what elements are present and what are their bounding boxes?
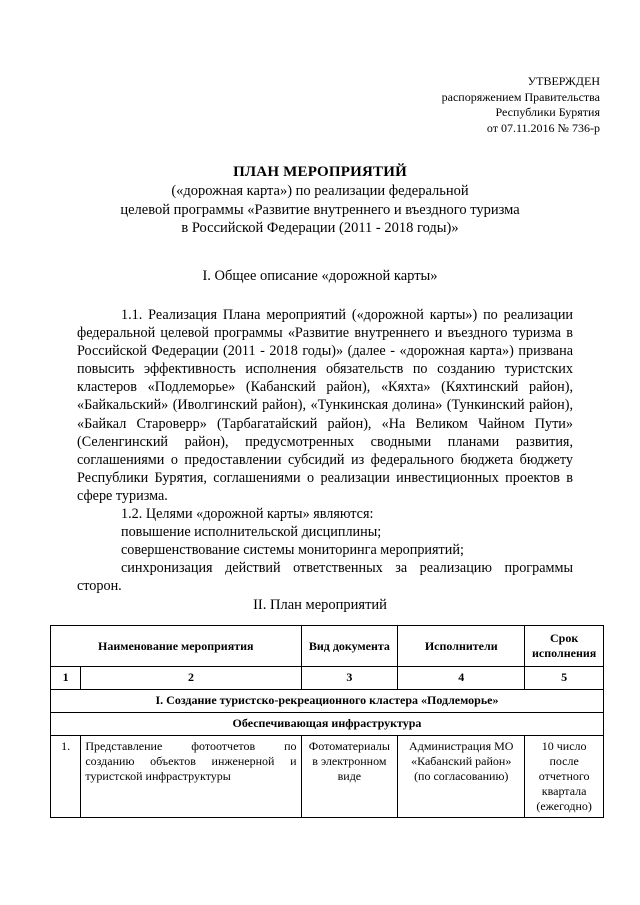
goal-item-3: синхронизация действий ответственных за реализацию программы сторон.: [77, 560, 573, 595]
title-line-1: («дорожная карта») по реализации федеральной: [171, 183, 469, 199]
document-title-block: [60, 162, 580, 238]
col-number-1: 1: [51, 667, 81, 690]
header-deadline: Срок исполнения: [525, 626, 604, 667]
table-header-row: [51, 626, 604, 667]
cluster-heading: I. Создание туристско-рекреационного кластера «Подлеморье»: [51, 690, 604, 713]
col-number-4: 4: [398, 667, 525, 690]
paragraph-1-1: 1.1. Реализация Плана мероприятий («дорожной карты») по реализации федеральной целевой программы «Развитие внутреннего и въездного туризма в Российской Федерации (2011 - 2018 годы)» (далее - «дорожная карта») призвана повысить эффективность исполнения обязательств по созданию туристских кластеров «Подлеморье» (Кабанский район), «Кяхта» (Кяхтинский район), «Байкальский» (Иволгинский район), «Тункинская долина» (Тункинский район), «Байкал Староверр» (Тарбагатайский район), «На Великом Чайном Пути» (Селенгинский район), предусмотренных сводными планами развития, соглашениями о предоставлении субсидий из федерального бюджета бюджету Республики Бурятия, соглашениями о реализации инвестиционных проектов в сфере туризма.: [77, 307, 573, 504]
plan-table: [50, 625, 604, 818]
header-executors: Исполнители: [398, 626, 525, 667]
goal-item-1: повышение исполнительской дисциплины;: [121, 524, 382, 541]
row-executors: Администрация МО «Кабанский район» (по согласованию): [398, 736, 525, 818]
paragraph-1-2: 1.2. Целями «дорожной карты» являются:: [121, 506, 374, 523]
goal-item-2: совершенствование системы мониторинга мероприятий;: [121, 542, 464, 559]
table-row: [51, 736, 604, 818]
section-1-body: [77, 306, 573, 596]
table-number-row: [51, 667, 604, 690]
header-name: Наименование мероприятия: [51, 626, 302, 667]
header-document: Вид документа: [301, 626, 398, 667]
col-number-3: 3: [301, 667, 398, 690]
section-1-heading: I. Общее описание «дорожной карты»: [202, 268, 438, 284]
title-line-3: в Российской Федерации (2011 - 2018 годы)»: [181, 220, 459, 236]
approval-line-2: распоряжением Правительства: [441, 89, 600, 104]
table-section-row: [51, 690, 604, 713]
title-line-2: целевой программы «Развитие внутреннего и въездного туризма: [120, 201, 520, 218]
infrastructure-heading: Обеспечивающая инфраструктура: [51, 713, 604, 736]
table-subsection-row: [51, 713, 604, 736]
approval-line-1: УТВЕРЖДЕН: [527, 74, 600, 88]
row-activity: Представление фотоотчетов по созданию объектов инженерной и туристской инфраструктуры: [81, 736, 301, 818]
row-document: Фотоматериалы в электронном виде: [301, 736, 398, 818]
row-number: 1.: [51, 736, 81, 818]
approval-line-4: от 07.11.2016 № 736-р: [486, 120, 600, 135]
col-number-2: 2: [81, 667, 301, 690]
section-2-heading: II. План мероприятий: [253, 597, 387, 613]
approval-stamp: [340, 74, 600, 136]
approval-line-3: Республики Бурятия: [495, 105, 600, 119]
row-deadline: 10 число после отчетного квартала (ежегодно): [525, 736, 604, 818]
col-number-5: 5: [525, 667, 604, 690]
document-title: ПЛАН МЕРОПРИЯТИЙ: [233, 164, 407, 180]
